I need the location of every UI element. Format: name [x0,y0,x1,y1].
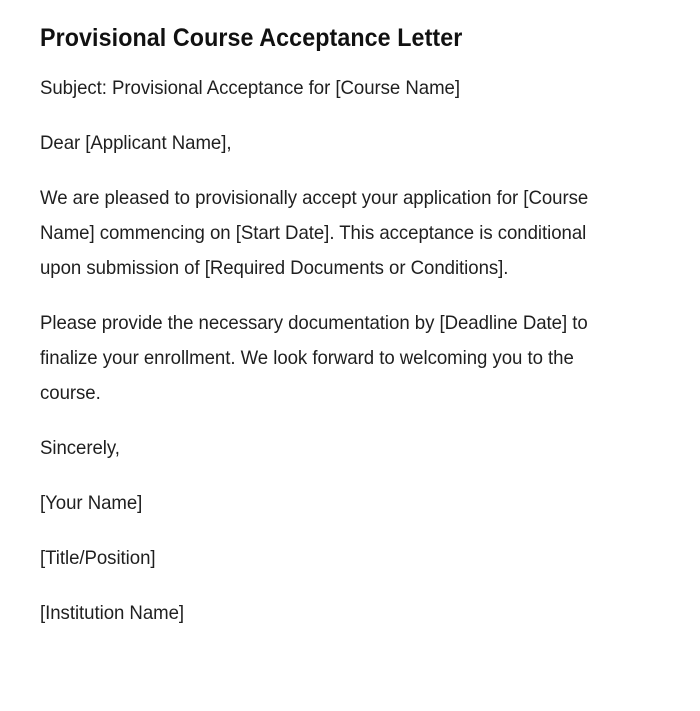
page-title: Provisional Course Acceptance Letter [40,24,463,52]
signature-name: [Your Name] [40,492,143,514]
body-paragraph-2: Please provide the necessary documentation by [Deadline Date] to finalize your enrollment. We look forward to welcoming you to the course. [40,312,588,404]
signature-title: [Title/Position] [40,547,156,569]
salutation: Dear [Applicant Name], [40,132,232,154]
body-paragraph-1: We are pleased to provisionally accept your application for [Course Name] commencing on [Start Date]. This acceptance is conditional upon submission of [Required Documents or Conditions]. [40,187,589,279]
subject-line: Subject: Provisional Acceptance for [Course Name] [40,77,460,99]
closing-line: Sincerely, [40,437,120,459]
signature-institution: [Institution Name] [40,602,185,624]
